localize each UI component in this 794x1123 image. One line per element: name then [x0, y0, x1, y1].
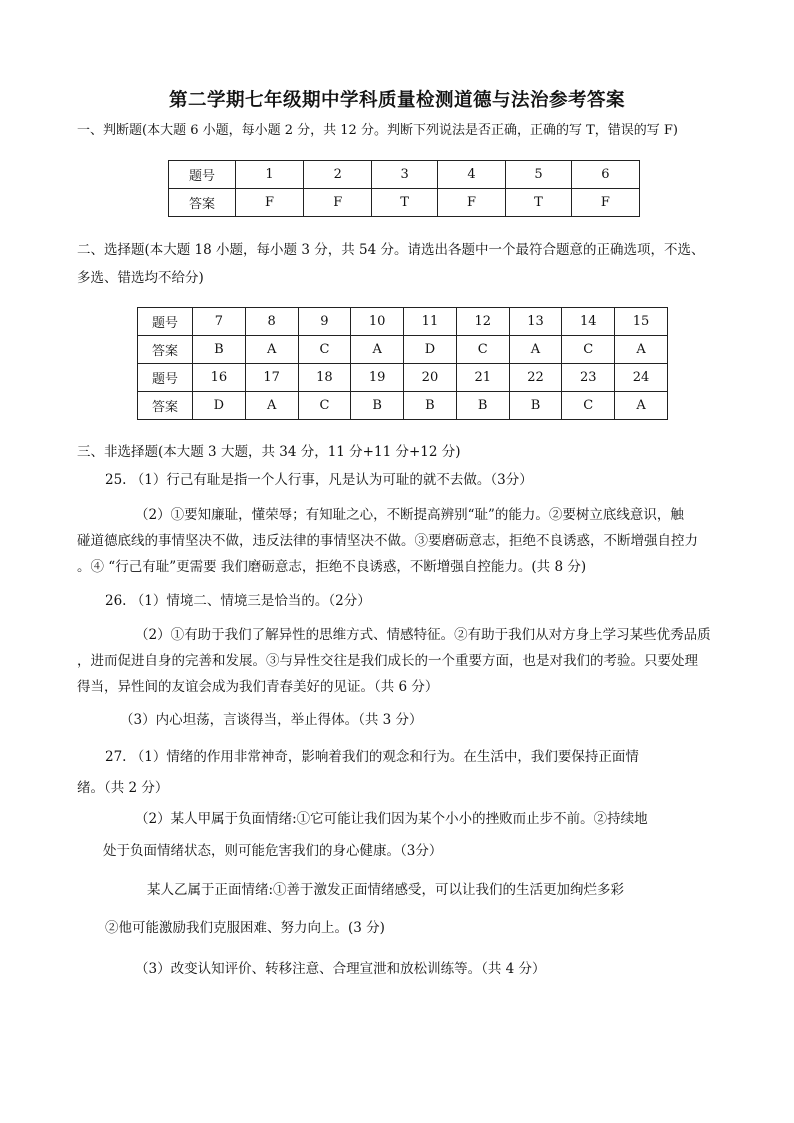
- table-cell: 4: [437, 161, 505, 189]
- table-cell: B: [193, 336, 246, 364]
- q25-part1: 25. （1）行己有耻是指一个人行事，凡是认为可耻的就不去做。（3分）: [105, 472, 533, 488]
- table-cell: A: [615, 392, 668, 420]
- q26-part2-line1: （2）①有助于我们了解异性的思维方式、情感特征。②有助于我们从对方身上学习某些优秀品质: [135, 627, 711, 643]
- q25-part2-line2: 碰道德底线的事情坚决不做，违反法律的事情坚决不做。③要磨砺意志，拒绝不良诱惑，不断增强自控力: [77, 533, 698, 549]
- table-cell: C: [298, 392, 351, 420]
- page-title: 第二学期七年级期中学科质量检测道德与法治参考答案: [168, 90, 625, 111]
- q27-part2-line4: ②他可能激励我们克服困难、努力向上。(3 分): [105, 920, 385, 936]
- row-label-cell: 题号: [138, 308, 193, 336]
- section2-heading-line2: 多选、错选均不给分): [77, 270, 204, 286]
- table-cell: F: [236, 189, 304, 217]
- table-cell: 14: [562, 308, 615, 336]
- table-cell: 3: [372, 161, 438, 189]
- table-row: [138, 392, 668, 420]
- table-cell: 8: [245, 308, 298, 336]
- table-cell: 21: [456, 364, 509, 392]
- q25-part2-line1: （2）①要知廉耻，懂荣辱；有知耻之心，不断提高辨别“耻”的能力。②要树立底线意识，触: [135, 507, 684, 523]
- table-cell: T: [372, 189, 438, 217]
- table-cell: A: [509, 336, 562, 364]
- table-cell: D: [193, 392, 246, 420]
- q25-part2-line3: 。④ “行己有耻”更需要 我们磨砺意志，拒绝不良诱惑，不断增强自控能力。(共 8 分): [77, 559, 587, 575]
- true-false-answer-table: [168, 160, 640, 217]
- table-cell: 13: [509, 308, 562, 336]
- table-cell: B: [456, 392, 509, 420]
- table-cell: 12: [456, 308, 509, 336]
- table-cell: 15: [615, 308, 668, 336]
- table-cell: 6: [571, 161, 639, 189]
- q26-part2-line3: 得当，异性间的友谊会成为我们青春美好的见证。（共 6 分）: [77, 679, 439, 695]
- table-cell: C: [562, 336, 615, 364]
- table-cell: 20: [404, 364, 457, 392]
- table-cell: D: [404, 336, 457, 364]
- table-row: [138, 364, 668, 392]
- table-cell: C: [562, 392, 615, 420]
- table-cell: 2: [304, 161, 372, 189]
- table-cell: 22: [509, 364, 562, 392]
- table-cell: 7: [193, 308, 246, 336]
- table-row: [169, 189, 640, 217]
- row-label-cell: 答案: [138, 392, 193, 420]
- table-cell: B: [351, 392, 404, 420]
- table-cell: A: [245, 336, 298, 364]
- q27-part2-line1: （2）某人甲属于负面情绪:①它可能让我们因为某个小小的挫败而止步不前。②持续地: [135, 811, 648, 827]
- section2-heading-line1: 二、选择题(本大题 18 小题，每小题 3 分，共 54 分。请选出各题中一个最符合题意的正确选项，不选、: [77, 242, 705, 258]
- table-cell: 1: [236, 161, 304, 189]
- table-cell: 18: [298, 364, 351, 392]
- table-row: [169, 161, 640, 189]
- row-label-cell: 题号: [138, 364, 193, 392]
- q27-part1-line1: 27. （1）情绪的作用非常神奇，影响着我们的观念和行为。在生活中，我们要保持正面情: [105, 749, 639, 765]
- row-label-cell: 题号: [169, 161, 236, 189]
- q26-part3: （3）内心坦荡，言谈得当，举止得体。（共 3 分）: [120, 712, 423, 728]
- table-cell: B: [509, 392, 562, 420]
- table-cell: 17: [245, 364, 298, 392]
- table-cell: F: [304, 189, 372, 217]
- choice-answer-table: [137, 307, 668, 420]
- table-cell: 11: [404, 308, 457, 336]
- table-cell: F: [571, 189, 639, 217]
- q27-part2-line3: 某人乙属于正面情绪:①善于激发正面情绪感受，可以让我们的生活更加绚烂多彩: [147, 882, 625, 898]
- table-cell: C: [456, 336, 509, 364]
- table-cell: 24: [615, 364, 668, 392]
- table-row: [138, 336, 668, 364]
- q26-part2-line2: ，进而促进自身的完善和发展。③与异性交往是我们成长的一个重要方面，也是对我们的考验。只要处理: [77, 653, 698, 669]
- table-cell: 5: [506, 161, 572, 189]
- row-label-cell: 答案: [169, 189, 236, 217]
- row-label-cell: 答案: [138, 336, 193, 364]
- table-cell: 16: [193, 364, 246, 392]
- table-row: [138, 308, 668, 336]
- section3-heading: 三、非选择题(本大题 3 大题，共 34 分，11 分+11 分+12 分): [77, 444, 461, 460]
- table-cell: T: [506, 189, 572, 217]
- table-cell: B: [404, 392, 457, 420]
- table-cell: 9: [298, 308, 351, 336]
- table-cell: 19: [351, 364, 404, 392]
- table-cell: C: [298, 336, 351, 364]
- q27-part1-line2: 绪。（共 2 分）: [77, 780, 169, 796]
- table-cell: F: [437, 189, 505, 217]
- table-cell: 10: [351, 308, 404, 336]
- q26-part1: 26. （1）情境二、情境三是恰当的。（2分）: [105, 593, 371, 609]
- table-cell: A: [615, 336, 668, 364]
- q27-part3: （3）改变认知评价、转移注意、合理宣泄和放松训练等。（共 4 分）: [135, 961, 546, 977]
- table-cell: A: [351, 336, 404, 364]
- table-cell: A: [245, 392, 298, 420]
- table-cell: 23: [562, 364, 615, 392]
- q27-part2-line2: 处于负面情绪状态，则可能危害我们的身心健康。（3分）: [103, 843, 443, 859]
- section1-heading: 一、判断题(本大题 6 小题，每小题 2 分，共 12 分。判断下列说法是否正确，正确的写 T，错误的写 F): [77, 123, 678, 138]
